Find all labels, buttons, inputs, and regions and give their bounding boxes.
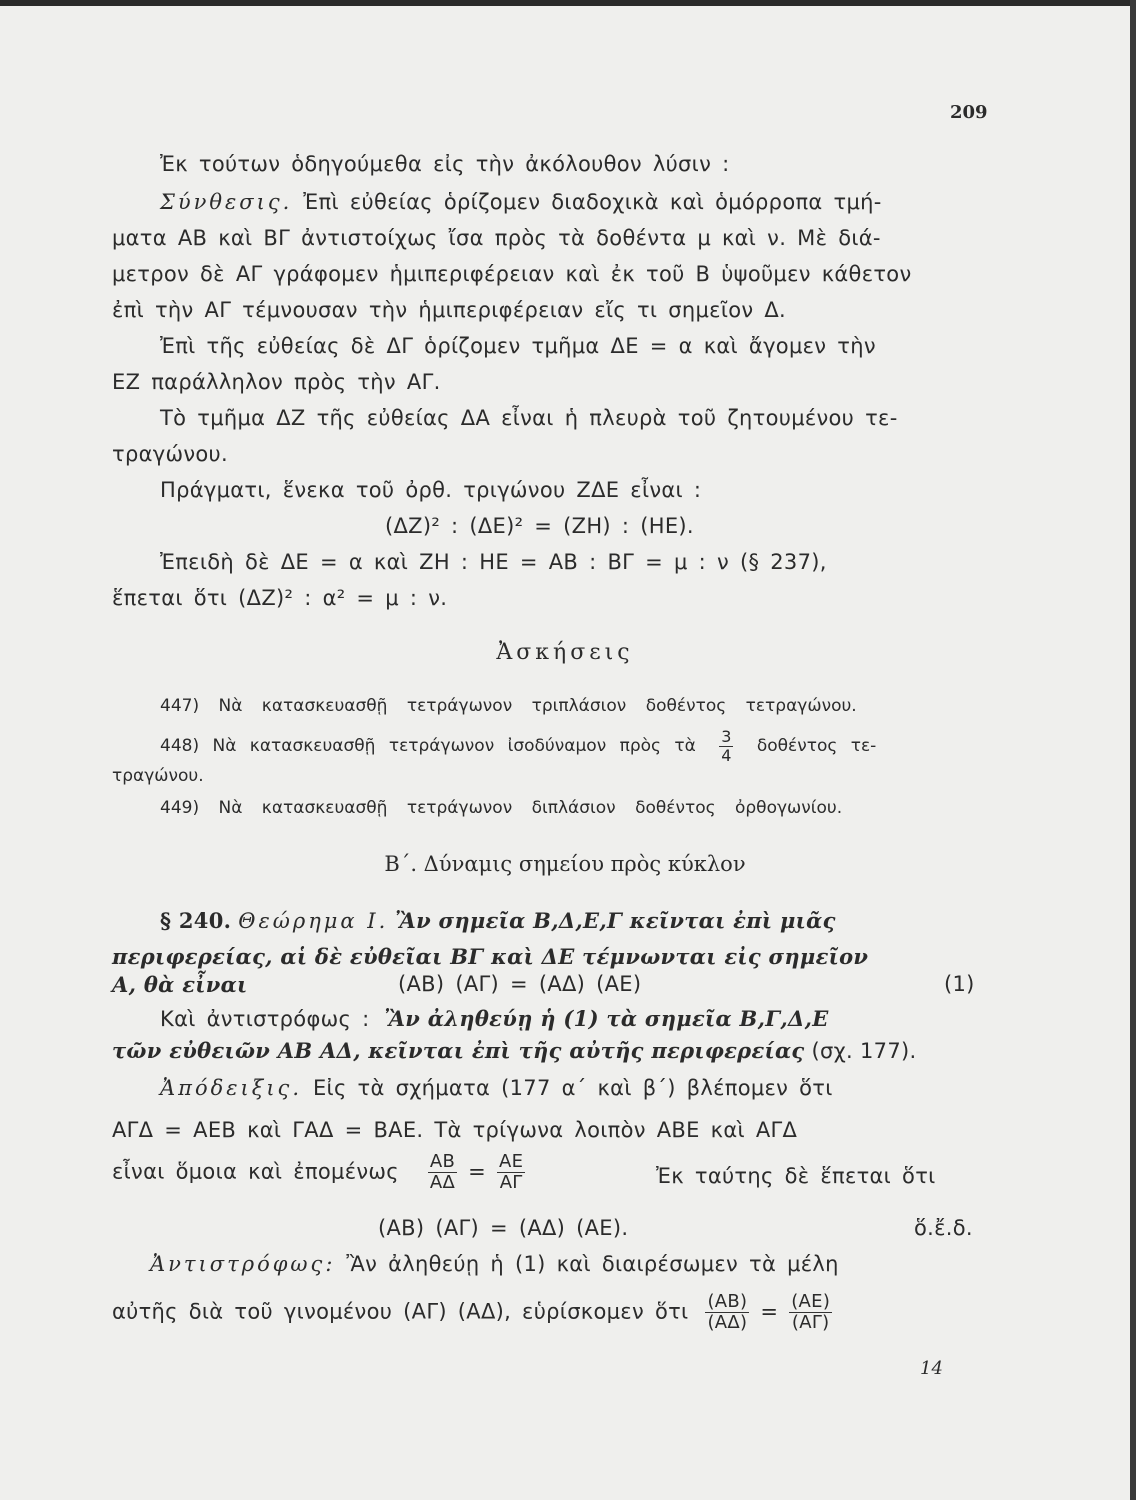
fraction-numerator: ΑΒ [429, 1151, 456, 1172]
page-number: 209 [950, 102, 988, 123]
exercise-449: 449) Νὰ κατασκευασθῇ τετράγωνον διπλάσιον δοθέντος ὀρθογωνίου. [160, 798, 843, 818]
converse-text-1: Ἂν ἀληθεύῃ ἡ (1) τὰ σημεῖα Β,Γ,Δ,Ε [384, 1006, 829, 1031]
fraction-denominator: ΑΓ [499, 1171, 523, 1193]
exercise-448-continuation: τραγώνου. [112, 766, 204, 786]
signature-mark: 14 [920, 1358, 943, 1379]
fraction-ae-ag-paren [789, 1292, 832, 1333]
theorem-line-3 [112, 972, 248, 997]
exercises-heading: Ἀσκήσεις [496, 640, 634, 665]
fraction-numerator: ΑΕ [499, 1151, 524, 1172]
para3-line-2: τραγώνου. [112, 442, 228, 466]
proof-line-2: ΑΓΔ = ΑΕΒ καὶ ΓΑΔ = ΒΑΕ. Τὰ τρίγωνα λοιπὸν ΑΒΕ καὶ ΑΓΔ [112, 1118, 798, 1142]
fraction-numerator: (ΑΕ) [791, 1291, 831, 1312]
converse-proof-label: Ἀντιστρόφως: [150, 1252, 336, 1276]
theorem-label: Θεώρημα Ι. [238, 909, 389, 933]
para5-line-1: Ἐπειδὴ δὲ ΔΕ = α καὶ ΖΗ : ΗΕ = ΑΒ : ΒΓ = μ : ν (§ 237), [160, 550, 827, 574]
converse-text-2: τῶν εὐθειῶν ΑΒ ΑΔ, κεῖνται ἐπὶ τῆς αὐτῆς περιφερείας [112, 1038, 805, 1063]
synthesis-label: Σύνθεσις. [160, 190, 293, 214]
proof-line-3 [112, 1152, 525, 1193]
converse-line-1 [160, 1006, 829, 1031]
proof-text-3b: Ἐκ ταύτης δὲ ἕπεται ὅτι [656, 1164, 936, 1188]
converse-proof-text-1: Ἂν ἀληθεύῃ ἡ (1) καὶ διαιρέσωμεν τὰ μέλη [346, 1252, 839, 1276]
synthesis-line-3: μετρον δὲ ΑΓ γράφομεν ἡμιπεριφέρειαν καὶ ἐκ τοῦ Β ὑψοῦμεν κάθετον [112, 262, 912, 286]
para5-line-2: ἕπεται ὅτι (ΔΖ)² : α² = μ : ν. [112, 586, 448, 610]
fraction-numerator: 3 [721, 727, 732, 746]
book-page [0, 6, 1130, 1500]
para3-line-1: Τὸ τμῆμα ΔΖ τῆς εὐθείας ΔΑ εἶναι ἡ πλευρὰ τοῦ ζητουμένου τε- [160, 406, 898, 430]
section-b-heading: Β΄. Δύναμις σημείου πρὸς κύκλον [384, 852, 746, 876]
page-edge-shadow [1130, 0, 1136, 1500]
fraction-ae-ag [497, 1152, 525, 1193]
converse-line-2 [112, 1038, 916, 1063]
intro-line: Ἐκ τούτων ὁδηγούμεθα εἰς τὴν ἀκόλουθον λύσιν : [160, 152, 730, 176]
proof-text-3: εἶναι ὅμοια καὶ ἐπομένως [112, 1159, 399, 1184]
exercise-448-text-end: δοθέντος τε- [756, 736, 877, 757]
synthesis-text-1: Ἐπὶ εὐθείας ὁρίζομεν διαδοχικὰ καὶ ὁμόρροπα τμή- [303, 190, 882, 214]
figure-reference: (σχ. 177). [811, 1039, 917, 1063]
fraction-denominator: (ΑΔ) [707, 1311, 748, 1333]
para4-line: Πράγματι, ἕνεκα τοῦ ὀρθ. τριγώνου ΖΔΕ εἶναι : [160, 478, 702, 502]
proof-equation: (ΑΒ) (ΑΓ) = (ΑΔ) (ΑΕ). [378, 1216, 629, 1240]
equals-sign: = [760, 1299, 779, 1324]
theorem-text-3: Α, θὰ εἶναι [112, 972, 248, 997]
theorem-line-2: περιφερείας, αἱ δὲ εὐθεῖαι ΒΓ καὶ ΔΕ τέμνωνται εἰς σημεῖον [112, 944, 869, 969]
synthesis-line-4: ἐπὶ τὴν ΑΓ τέμνουσαν τὴν ἡμιπεριφέρειαν εἴς τι σημεῖον Δ. [112, 298, 787, 322]
equation-1: (ΔΖ)² : (ΔΕ)² = (ΖΗ) : (ΗΕ). [385, 514, 694, 538]
theorem-line-1 [160, 908, 836, 933]
converse-proof-line-2 [112, 1292, 832, 1333]
fraction-denominator: 4 [721, 745, 732, 765]
equals-sign: = [468, 1159, 487, 1184]
synthesis-line-1 [160, 190, 882, 214]
exercise-448-text: 448) Νὰ κατασκευασθῇ τετράγωνον ἰσοδύναμον πρὸς τὰ [160, 736, 696, 757]
para2-line-1: Ἐπὶ τῆς εὐθείας δὲ ΔΓ ὁρίζομεν τμῆμα ΔΕ = α καὶ ἄγομεν τὴν [160, 334, 876, 358]
proof-label: Ἀπόδειξις. [160, 1076, 302, 1100]
proof-text-1: Εἰς τὰ σχήματα (177 α΄ καὶ β΄) βλέπομεν ὅτι [312, 1076, 833, 1100]
converse-intro: Καὶ ἀντιστρόφως : [160, 1007, 370, 1031]
fraction-denominator: ΑΔ [429, 1171, 456, 1193]
converse-proof-line-1 [150, 1252, 839, 1276]
theorem-text-1: Ἂν σημεῖα Β,Δ,Ε,Γ κεῖνται ἐπὶ μιᾶς [395, 908, 836, 933]
converse-proof-text-2: αὐτῆς διὰ τοῦ γινομένου (ΑΓ) (ΑΔ), εὑρίσκομεν ὅτι [112, 1299, 689, 1324]
exercise-448 [160, 728, 876, 764]
proof-line-1 [160, 1076, 833, 1100]
fraction-denominator: (ΑΓ) [791, 1311, 830, 1333]
fraction-ab-ad [428, 1152, 457, 1193]
qed-mark: ὅ.ἔ.δ. [914, 1216, 973, 1240]
fraction-ab-ad-paren [705, 1292, 749, 1333]
synthesis-line-2: ματα ΑΒ καὶ ΒΓ ἀντιστοίχως ἴσα πρὸς τὰ δοθέντα μ καὶ ν. Μὲ διά- [112, 226, 881, 250]
paragraph-number: § 240. [160, 908, 232, 933]
fraction-three-quarters [719, 728, 733, 764]
para2-line-2: ΕΖ παράλληλον πρὸς τὴν ΑΓ. [112, 370, 441, 394]
equation-number: (1) [944, 972, 975, 996]
fraction-numerator: (ΑΒ) [707, 1291, 748, 1312]
theorem-equation: (ΑΒ) (ΑΓ) = (ΑΔ) (ΑΕ) [398, 972, 642, 996]
exercise-447: 447) Νὰ κατασκευασθῇ τετράγωνον τριπλάσιον δοθέντος τετραγώνου. [160, 696, 857, 716]
